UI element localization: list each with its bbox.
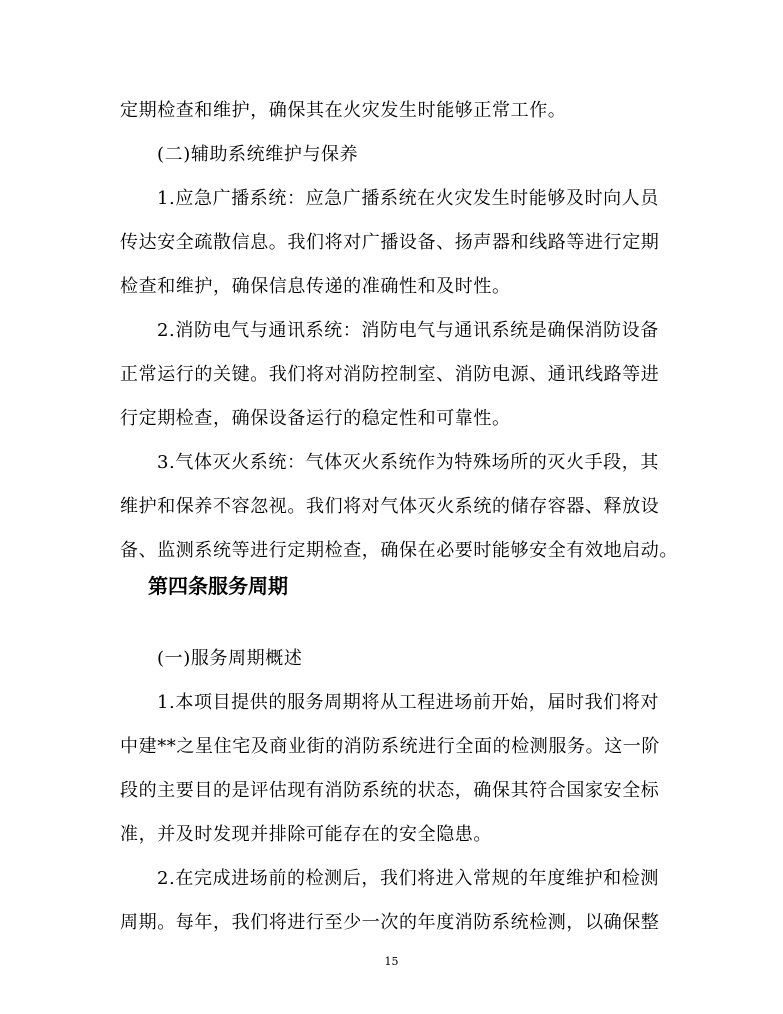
body-line: 维护和保养不容忽视。我们将对气体灭火系统的储存容器、释放设 — [120, 496, 660, 517]
subsection-heading: (二)辅助系统维护与保养 — [157, 144, 359, 165]
body-line: 准，并及时发现并排除可能存在的安全隐患。 — [120, 824, 492, 845]
body-line: 中建**之星住宅及商业街的消防系统进行全面的检测服务。这一阶 — [120, 736, 660, 757]
body-line: 正常运行的关键。我们将对消防控制室、消防电源、通讯线路等进 — [120, 364, 660, 385]
body-line: 备、监测系统等进行定期检查，确保在必要时能够安全有效地启动。 — [120, 540, 678, 561]
body-line: 1.应急广播系统：应急广播系统在火灾发生时能够及时向人员 — [157, 188, 659, 209]
body-line: 传达安全疏散信息。我们将对广播设备、扬声器和线路等进行定期 — [120, 232, 660, 253]
body-line: 段的主要目的是评估现有消防系统的状态，确保其符合国家安全标 — [120, 780, 660, 801]
section-heading: 第四条服务周期 — [148, 574, 288, 598]
body-line: 检查和维护，确保信息传递的准确性和及时性。 — [120, 276, 511, 297]
body-line: 2.在完成进场前的检测后，我们将进入常规的年度维护和检测 — [157, 868, 659, 889]
page-number: 15 — [384, 955, 399, 968]
subsection-heading: (一)服务周期概述 — [157, 648, 303, 669]
body-line: 行定期检查，确保设备运行的稳定性和可靠性。 — [120, 408, 511, 429]
body-line: 2.消防电气与通讯系统：消防电气与通讯系统是确保消防设备 — [157, 320, 659, 341]
body-line: 周期。每年，我们将进行至少一次的年度消防系统检测，以确保整 — [120, 912, 660, 933]
body-line: 3.气体灭火系统：气体灭火系统作为特殊场所的灭火手段，其 — [157, 452, 659, 473]
body-line: 定期检查和维护，确保其在火灾发生时能够正常工作。 — [120, 100, 567, 121]
body-line: 1.本项目提供的服务周期将从工程进场前开始，届时我们将对 — [157, 692, 659, 713]
